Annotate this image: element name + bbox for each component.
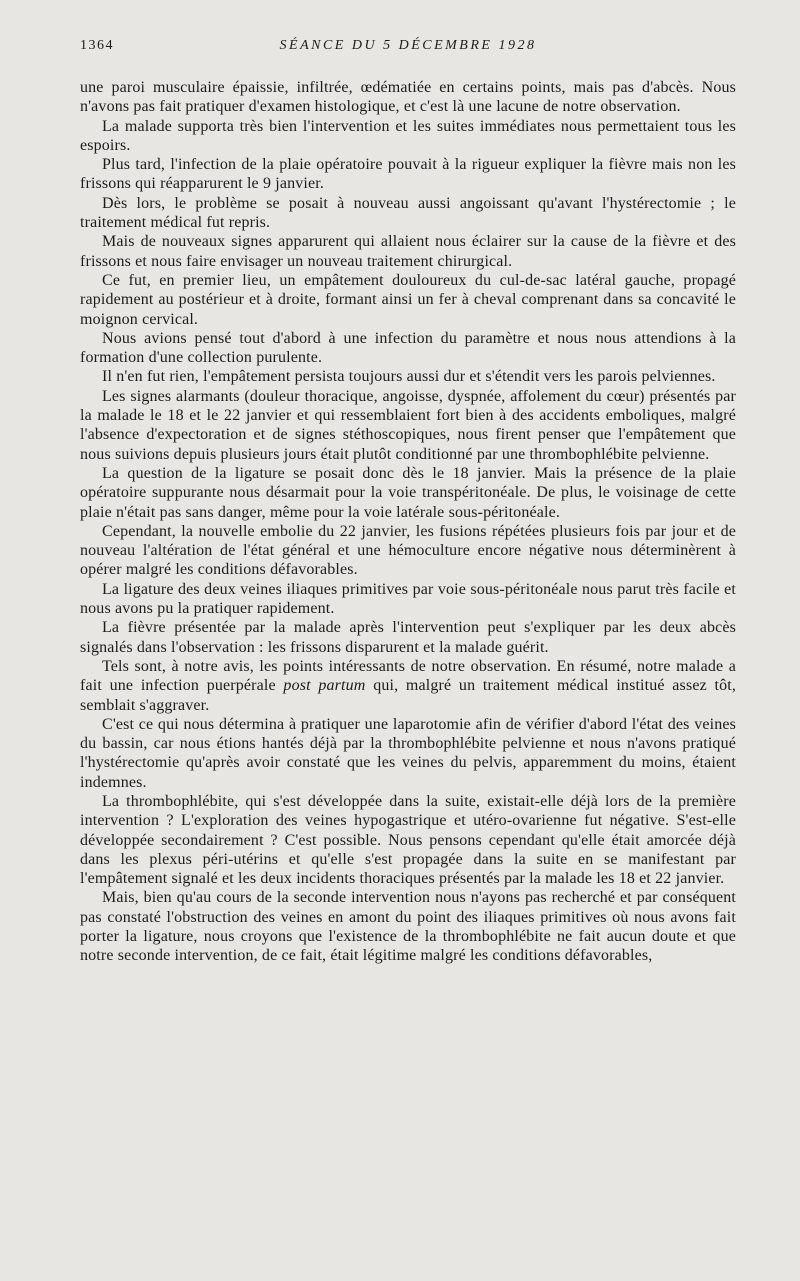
paragraph: La fièvre présentée par la malade après l'intervention peut s'expliquer par les deux abcès signalés dans l'observation : les frissons disparurent et la malade guérit. <box>80 619 736 656</box>
page-number: 1364 <box>80 38 114 53</box>
body-text <box>80 78 736 966</box>
paragraph: Ce fut, en premier lieu, un empâtement douloureux du cul-de-sac latéral gauche, propagé rapidement au postérieur et à droite, formant ainsi un fer à cheval comprenant dans sa concavité le moignon cervical. <box>80 271 736 328</box>
paragraph: C'est ce qui nous détermina à pratiquer une laparotomie afin de vérifier d'abord l'état des veines du bassin, car nous étions hantés déjà par la thrombophlébite pelvienne et nous n'avons pratiqué l'hystérectomie qu'après avoir constaté que les veines du pelvis, apparemment du moins, étaient indemnes. <box>80 715 736 791</box>
running-title: SÉANCE DU 5 DÉCEMBRE 1928 <box>279 38 537 53</box>
paragraph: une paroi musculaire épaissie, infiltrée, œdématiée en certains points, mais pas d'abcès. Nous n'avons pas fait pratiquer d'examen histologique, et c'est là une lacune de notre observation. <box>80 79 736 116</box>
paragraph: La malade supporta très bien l'intervention et les suites immédiates nous permettaient tous les espoirs. <box>80 117 736 154</box>
paragraph: Dès lors, le problème se posait à nouveau aussi angoissant qu'avant l'hystérectomie ; le traitement médical fut repris. <box>80 194 736 232</box>
latin-phrase: post partum <box>283 677 366 695</box>
paragraph: La question de la ligature se posait donc dès le 18 janvier. Mais la présence de la plaie opératoire suppurante nous désarmait pour la voie transpéritonéale. De plus, le voisinage de cette plaie n'était pas sans danger, même pour la voie latérale sous-péritonéale. <box>80 464 736 521</box>
running-head <box>80 34 736 64</box>
paragraph <box>80 657 736 715</box>
paragraph: Les signes alarmants (douleur thoracique, angoisse, dyspnée, affolement du cœur) présentés par la malade le 18 et le 22 janvier et qui ressemblaient fort bien à des accidents emboliques, malgré l'absence d'expectoration et de signes stéthoscopiques, nous firent penser que l'empâtement que nous suivions depuis plusieurs jours était plutôt conditionné par une thrombophlébite pelvienne. <box>80 387 736 463</box>
paragraph: Mais, bien qu'au cours de la seconde intervention nous n'ayons pas recherché et par conséquent pas constaté l'obstruction des veines en amont du point des iliaques primitives où nous avons fait porter la ligature, nous croyons que l'existence de la thrombophlébite ne fait aucun doute et que notre seconde intervention, de ce fait, était légitime malgré les conditions défavorables, <box>80 889 736 965</box>
paragraph: Nous avions pensé tout d'abord à une infection du paramètre et nous nous attendions à la formation d'une collection purulente. <box>80 329 736 367</box>
paragraph-text: Tels sont, à notre avis, les points intéressants de notre observation. En résumé, notre malade a fait une infection puerpérale <box>80 657 736 695</box>
paragraph: La thrombophlébite, qui s'est développée dans la suite, existait-elle déjà lors de la première intervention ? L'exploration des veines hypogastrique et utéro-ovarienne fut négative. S'est-elle développée secondairement ? C'est possible. Nous pensons cependant qu'elle était amorcée déjà dans les plexus péri-utérins et qu'elle s'est propagée dans la suite en se manifestant par l'empâtement signalé et les deux incidents thoraciques présentés par la malade les 18 et 22 janvier. <box>80 792 736 888</box>
paragraph: La ligature des deux veines iliaques primitives par voie sous-péritonéale nous parut très facile et nous avons pu la pratiquer rapidement. <box>80 580 736 618</box>
paragraph-text: qui, malgré un traitement médical institué assez tôt, semblait s'aggraver. <box>80 677 736 714</box>
paragraph: Cependant, la nouvelle embolie du 22 janvier, les fusions répétées plusieurs fois par jour et de nouveau l'altération de l'état général et une hémoculture encore négative nous déterminèrent à opérer malgré les conditions défavorables. <box>80 522 736 579</box>
paragraph: Plus tard, l'infection de la plaie opératoire pouvait à la rigueur expliquer la fièvre mais non les frissons qui réapparurent le 9 janvier. <box>80 156 736 193</box>
paragraph: Il n'en fut rien, l'empâtement persista toujours aussi dur et s'étendit vers les parois pelviennes. <box>102 368 716 386</box>
paragraph: Mais de nouveaux signes apparurent qui allaient nous éclairer sur la cause de la fièvre et des frissons et nous faire envisager un nouveau traitement chirurgical. <box>80 233 736 270</box>
